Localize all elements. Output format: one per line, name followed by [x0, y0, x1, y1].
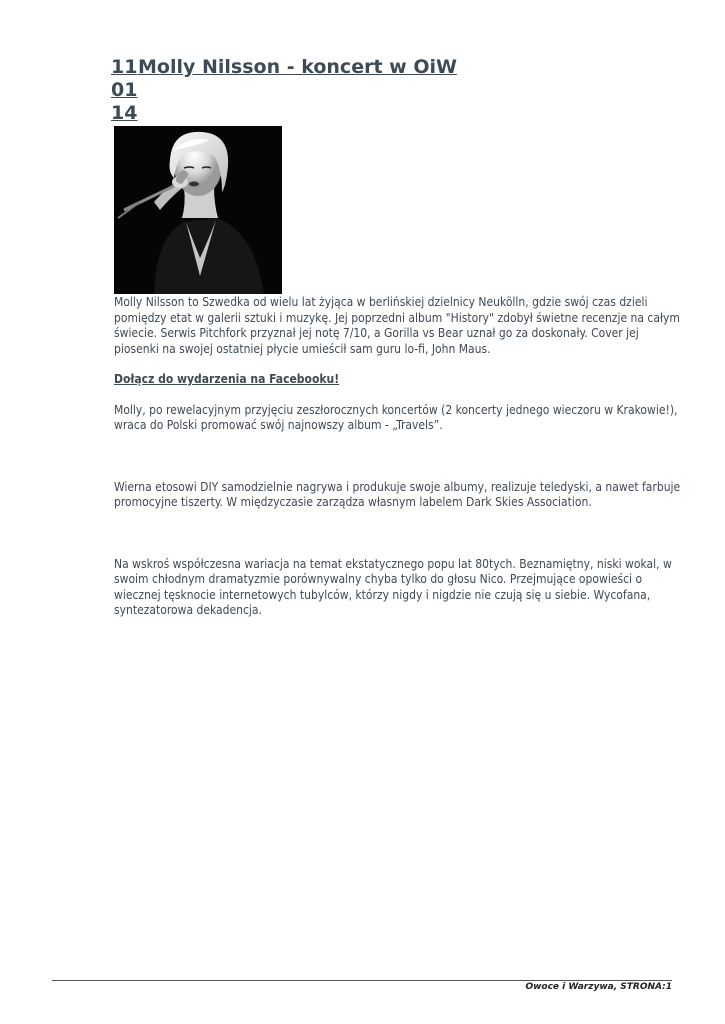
date-month[interactable]: 01: [111, 79, 138, 101]
article-body: [114, 295, 684, 619]
article-date[interactable]: [111, 56, 137, 125]
footer-divider: [52, 980, 672, 981]
facebook-event-link[interactable]: Dołącz do wydarzenia na Facebooku!: [114, 372, 340, 386]
footer-page-label: Owoce i Warzywa, STRONA:1: [525, 982, 672, 992]
paragraph-diy: Wierna etosowi DIY samodzielnie nagrywa i produkuje swoje albumy, realizuje teledyski, a nawet farbuje promocyjne tiszerty. W międzyczasie zarządza własnym labelem Dark Skies Association.: [114, 479, 681, 509]
paragraph-style: Na wskroś współczesna wariacja na temat ekstatycznego popu lat 80tych. Beznamiętny, niski wokal, w swoim chłodnym dramatyzmie porównywalny chyba tylko do głosu Nico. Przejmujące opowieści o wiecznej tęsknocie internetowych tubylców, którzy nigdy i nigdzie nie czują się u siebie. Wycofana, syntezatorowa dekadencja.: [114, 556, 672, 617]
paragraph-travels: Molly, po rewelacyjnym przyjęciu zeszłorocznych koncertów (2 koncerty jednego wieczoru w Krakowie!), wraca do Polski promować swój najnowszy album - „Travels”.: [114, 402, 678, 432]
paragraph-intro: Molly Nilsson to Szwedka od wielu lat żyjąca w berlińskiej dzielnicy Neukölln, gdzie swój czas dzieli pomiędzy etat w galerii sztuki i muzykę. Jej poprzedni album "History" zdobył świetne recenzje na całym świecie. Serwis Pitchfork przyznał jej notę 7/10, a Gorilla vs Bear uznał go za doskonały. Cover jej piosenki na swojej ostatniej płycie umieścił sam guru lo-fi, John Maus.: [114, 295, 680, 356]
date-day[interactable]: 11: [111, 56, 138, 78]
article-title-link[interactable]: Molly Nilsson - koncert w OiW: [138, 56, 457, 78]
artist-photo: [114, 126, 282, 294]
date-year[interactable]: 14: [111, 102, 138, 124]
